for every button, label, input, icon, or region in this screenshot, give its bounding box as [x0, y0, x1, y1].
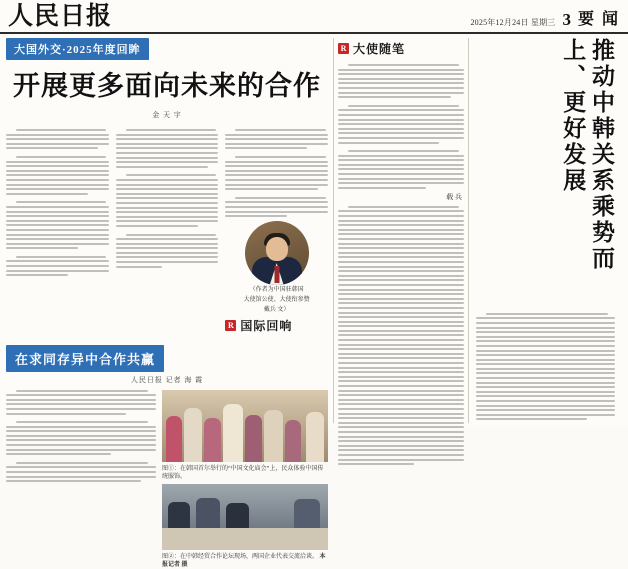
photo-caption-source: 本报记者 摄: [162, 553, 326, 568]
bottom-left-photos: [162, 390, 328, 569]
photo-caption-2: 图②：在中韩经贸合作论坛现场，两国企业代表交流洽谈。 本报记者 摄: [162, 553, 326, 568]
portrait-attribution-2: 大使馆公使、大使衔参赞: [243, 296, 310, 303]
page-body: [0, 34, 628, 568]
photo-business-forum: [162, 484, 328, 550]
right-column: [474, 38, 617, 423]
lead-headline: 开展更多面向未来的合作: [13, 71, 321, 101]
section-title: 要 闻: [577, 11, 620, 28]
ambassador-note-body: [338, 64, 464, 468]
middle-column: [333, 38, 469, 423]
masthead: [0, 0, 628, 34]
publication-date: 2025年12月24日 星期三: [470, 18, 556, 27]
page-number: 3: [562, 10, 571, 29]
masthead-meta: [470, 11, 620, 30]
portrait-attribution-3: 戴兵 文）: [263, 306, 290, 313]
sub-banner-wrap: [6, 345, 328, 372]
r-mark-icon: R: [225, 320, 236, 331]
photo-cultural-fair: [162, 390, 328, 462]
bottom-left-text: [6, 390, 156, 569]
international-echo-label: [225, 317, 328, 334]
lead-body: [6, 129, 328, 336]
photo-caption-1: 图①：在韩国首尔举行的“中国文化庙会”上，民众体验中国传统服饰。: [162, 465, 324, 480]
sub-byline: 人民日报 记者 海 霞: [130, 375, 204, 384]
sub-banner: 在求同存异中合作共赢: [6, 345, 164, 372]
lead-banner: 大国外交·2025年度回眸: [6, 38, 149, 60]
international-echo-title: 国际回响: [240, 318, 293, 333]
lead-banner-wrap: [6, 38, 328, 60]
lead-body-col-2: [116, 129, 219, 336]
ambassador-signature: 载 兵: [446, 192, 462, 201]
ambassador-portrait: [245, 221, 309, 285]
lead-body-col-1: [6, 129, 109, 336]
left-column: [6, 38, 328, 568]
lead-byline: 金 天 宇: [152, 111, 182, 120]
vertical-headline-wrap: [474, 38, 617, 313]
right-column-text: [474, 313, 617, 423]
ambassador-note-label: [338, 40, 464, 57]
vertical-headline: 推动中韩关系乘势而上、更好发展: [560, 38, 614, 272]
portrait-attribution-1: （作者为中国驻韩国: [249, 287, 304, 294]
bottom-left-feature: [6, 345, 328, 569]
ambassador-note-title: 大使随笔: [353, 42, 406, 56]
lead-body-col-3: [225, 129, 328, 336]
newspaper-logo: 人民日报: [8, 3, 113, 30]
r-mark-icon: R: [338, 43, 349, 54]
